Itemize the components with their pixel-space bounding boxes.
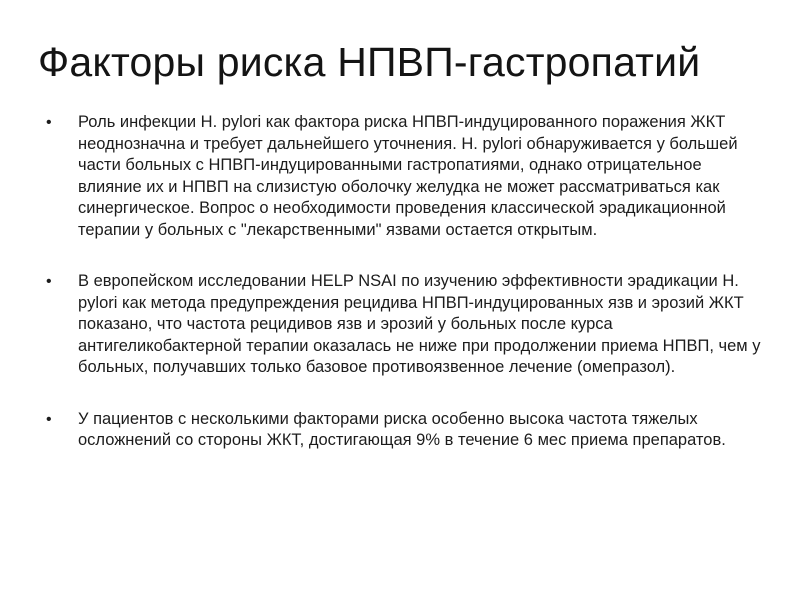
bullet-list (46, 112, 766, 452)
bullet-item (46, 271, 766, 379)
bullet-text: Роль инфекции H. pylori как фактора риска НПВП-индуцированного поражения ЖКТ неоднозначна и требует дальнейшего уточнения. H. pylori обнаруживается у большей части больных с НПВП-индуцированными гастропатиями, однако отрицательное влияние их и НПВП на слизистую оболочку желудка не может рассматриваться как синергическое. Вопрос о необходимости проведения классической эрадикационной терапии у больных с "лекарственными" язвами остается открытым. (78, 113, 738, 239)
bullet-item (46, 112, 766, 241)
bullet-point-icon: • (46, 273, 52, 290)
slide-title: Факторы риска НПВП-гастропатий (38, 39, 701, 85)
bullet-point-icon: • (46, 410, 52, 428)
bullet-point-icon: • (46, 114, 52, 131)
bullet-item (46, 409, 766, 452)
bullet-text: В европейском исследовании HELP NSAI по изучению эффективности эрадикации H. pylori как метода предупреждения рецидива НПВП-индуцированных язв и эрозий ЖКТ показано, что частота рецидивов язв и эрозий у больных после курса антигеликобактерной терапии оказалась не ниже при продолжении приема НПВП, чем у больных, получавших только базовое противоязвенное лечение (омепразол). (78, 272, 761, 376)
bullet-text: У пациентов с несколькими факторами риска особенно высока частота тяжелых осложнений со стороны ЖКТ, достигающая 9% в течение 6 мес приема препаратов. (78, 409, 726, 449)
